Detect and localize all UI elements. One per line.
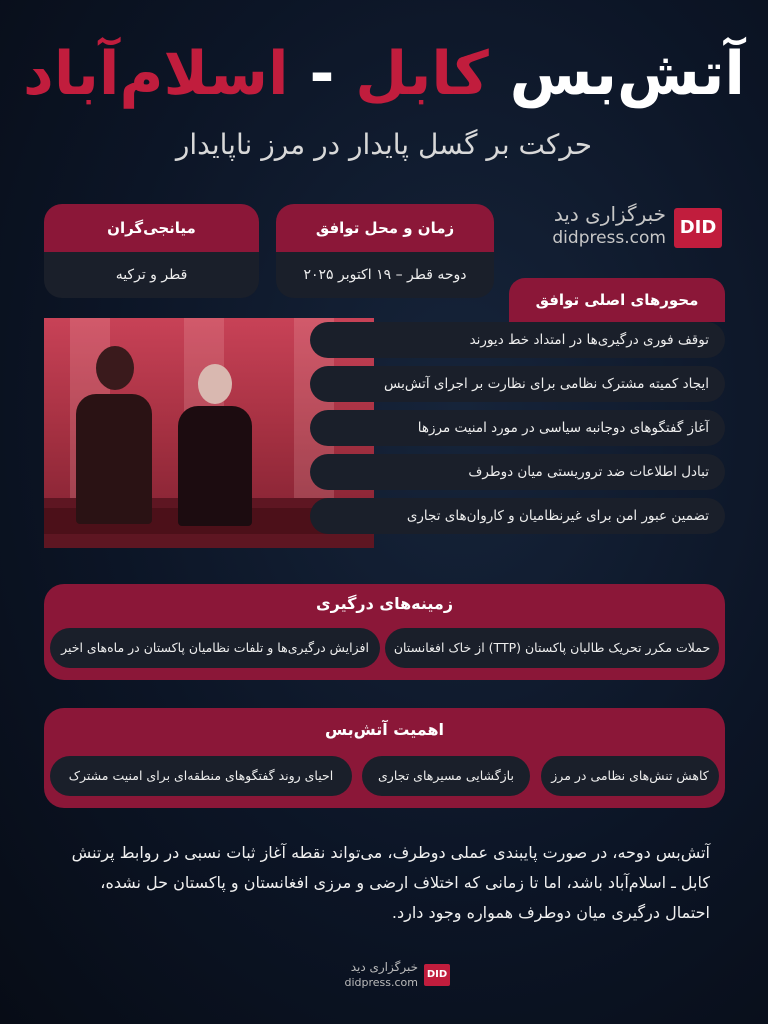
did-logo-icon: DID xyxy=(424,964,450,986)
ceasefire-importance-heading: اهمیت آتش‌بس xyxy=(324,720,445,739)
importance-item: احیای روند گفتگوهای منطقه‌ای برای امنیت مشترک xyxy=(50,756,352,796)
axis-item: تبادل اطلاعات ضد تروریستی میان دوطرف xyxy=(310,454,725,490)
ceasefire-importance-section xyxy=(44,708,725,808)
conclusion-paragraph: آتش‌بس دوحه، در صورت پایبندی عملی دوطرف، می‌تواند نقطه آغاز ثبات نسبی در روابط پرتنش کابل ـ اسلام‌آباد باشد، اما تا زمانی که اختلاف ارضی و مرزی افغانستان و پاکستان حل نشده، احتمال درگیری میان دوطرف همواره وجود دارد. xyxy=(71,843,710,922)
mediators-card xyxy=(44,204,259,298)
axis-item: توقف فوری درگیری‌ها در امتداد خط دیورند xyxy=(310,322,725,358)
importance-item: کاهش تنش‌های نظامی در مرز xyxy=(541,756,719,796)
photo-person-right xyxy=(174,358,254,528)
mediators-heading: میانجی‌گران xyxy=(44,204,259,252)
title-part-kabul: کابل xyxy=(355,39,489,109)
conflict-background-heading: زمینه‌های درگیری xyxy=(315,594,454,613)
axis-item: تضمین عبور امن برای غیرنظامیان و کاروان‌های تجاری xyxy=(310,498,725,534)
conflict-item: افزایش درگیری‌ها و تلفات نظامیان پاکستان در ماه‌های اخیر xyxy=(50,628,380,668)
footer-brand-en: didpress.com xyxy=(344,976,418,989)
agreement-time-value: دوحه قطر – ۱۹ اکتوبر ۲۰۲۵ xyxy=(276,252,494,298)
mediators-value: قطر و ترکیه xyxy=(44,252,259,298)
brand-name-en: didpress.com xyxy=(552,228,666,248)
axis-item: ایجاد کمیته مشترک نظامی برای نظارت بر اجرای آتش‌بس xyxy=(310,366,725,402)
conflict-background-section xyxy=(44,584,725,680)
brand-logo-block xyxy=(512,202,722,252)
agreement-time-heading: زمان و محل توافق xyxy=(276,204,494,252)
title-part-kabul-ceasefire: آتش‌بس xyxy=(509,39,745,109)
brand-name-fa: خبرگزاری دید xyxy=(553,202,666,226)
page-title xyxy=(0,38,768,110)
page-subtitle: حرکت بر گسل پایدار در مرز ناپایدار xyxy=(175,128,593,161)
agreement-time-card xyxy=(276,204,494,298)
title-dash: - xyxy=(309,39,335,109)
footer-brand-fa: خبرگزاری دید xyxy=(350,960,418,974)
importance-item: بازگشایی مسیرهای تجاری xyxy=(362,756,530,796)
footer-brand-block xyxy=(320,958,450,992)
main-axes-heading: محورهای اصلی توافق xyxy=(509,278,725,322)
did-logo-icon: DID xyxy=(674,208,722,248)
photo-person-left xyxy=(74,338,154,528)
axis-item: آغاز گفتگوهای دوجانبه سیاسی در مورد امنیت مرزها xyxy=(310,410,725,446)
conflict-item: حملات مکرر تحریک طالبان پاکستان (TTP) از خاک افغانستان xyxy=(385,628,719,668)
title-part-islamabad: اسلام‌آباد xyxy=(23,39,289,109)
